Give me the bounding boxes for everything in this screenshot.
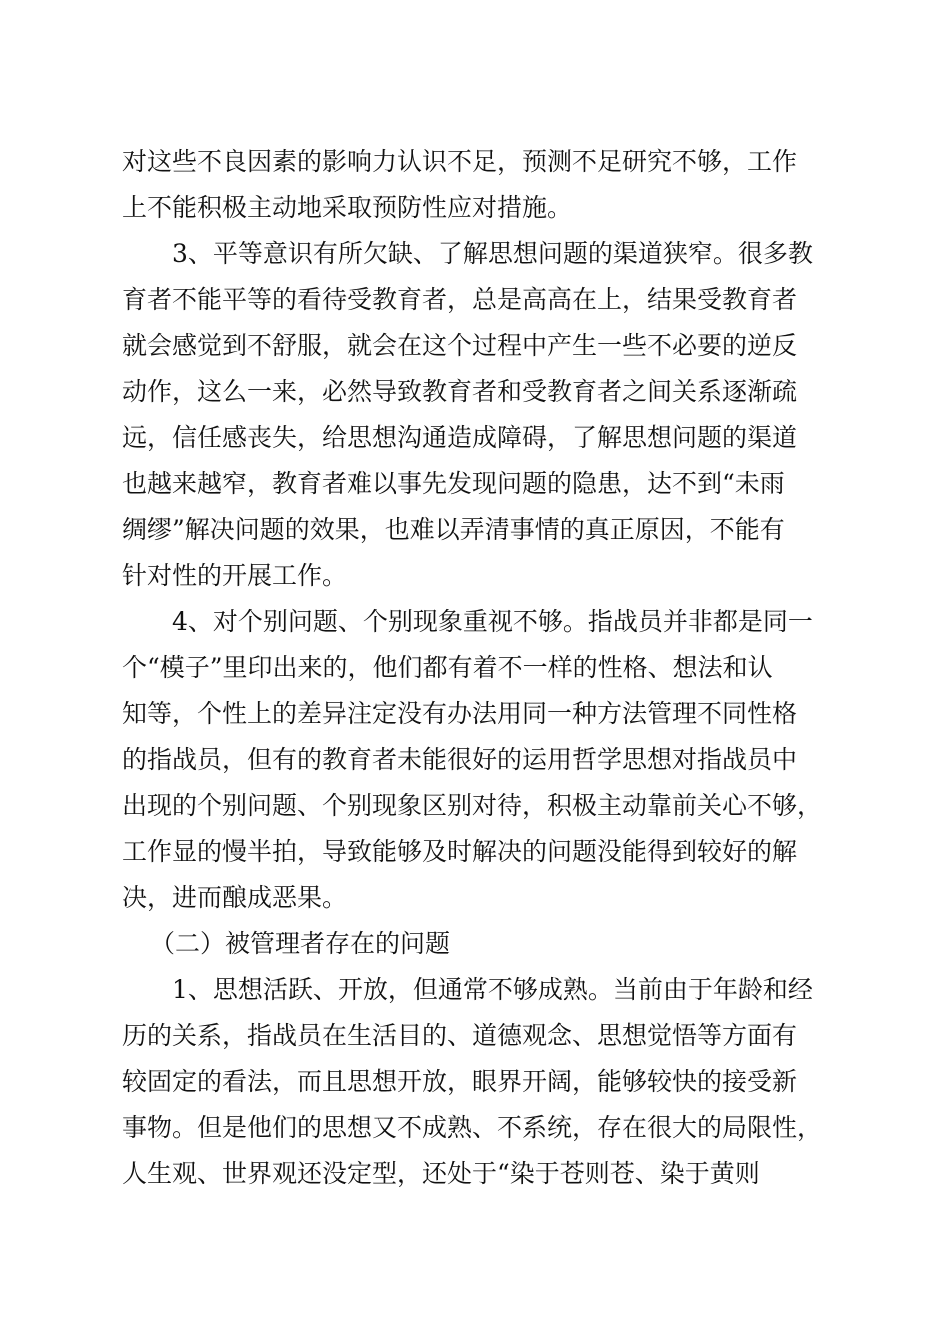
text-line: 历的关系，指战员在生活目的、道德观念、思想觉悟等方面有 bbox=[122, 1021, 798, 1050]
text-line: 知等，个性上的差异注定没有办法用同一种方法管理不同性格 bbox=[122, 699, 798, 728]
text-line: 出现的个别问题、个别现象区别对待，积极主动靠前关心不够， bbox=[122, 791, 823, 820]
text-line: 动作，这么一来，必然导致教育者和受教育者之间关系逐渐疏 bbox=[122, 377, 798, 406]
text-line: 较固定的看法，而且思想开放，眼界开阔，能够较快的接受新 bbox=[122, 1067, 798, 1096]
text-line: 绸缪”解决问题的效果，也难以弄清事情的真正原因，不能有 bbox=[122, 515, 785, 544]
paragraph-1-start: 1、思想活跃、开放，但通常不够成熟。当前由于年龄和经 bbox=[172, 975, 813, 1004]
text-line: 的指战员，但有的教育者未能很好的运用哲学思想对指战员中 bbox=[122, 745, 798, 774]
text-line: 人生观、世界观还没定型，还处于“染于苍则苍、染于黄则 bbox=[122, 1159, 760, 1188]
text-line: 也越来越窄，教育者难以事先发现问题的隐患，达不到“未雨 bbox=[122, 469, 785, 498]
text-line: 远，信任感丧失，给思想沟通造成障碍，了解思想问题的渠道 bbox=[122, 423, 798, 452]
section-heading: （二）被管理者存在的问题 bbox=[150, 929, 451, 958]
text-line: 对这些不良因素的影响力认识不足，预测不足研究不够，工作 bbox=[122, 147, 798, 176]
text-line: 上不能积极主动地采取预防性应对措施。 bbox=[122, 193, 573, 222]
paragraph-3-start: 3、平等意识有所欠缺、了解思想问题的渠道狭窄。很多教 bbox=[172, 239, 813, 268]
text-line: 事物。但是他们的思想又不成熟、不系统，存在很大的局限性， bbox=[122, 1113, 823, 1142]
text-line: 决，进而酿成恶果。 bbox=[122, 883, 348, 912]
text-line: 工作显的慢半拍，导致能够及时解决的问题没能得到较好的解 bbox=[122, 837, 798, 866]
text-line: 个“模子”里印出来的，他们都有着不一样的性格、想法和认 bbox=[122, 653, 773, 682]
paragraph-4-start: 4、对个别问题、个别现象重视不够。指战员并非都是同一 bbox=[172, 607, 813, 636]
text-line: 针对性的开展工作。 bbox=[122, 561, 348, 590]
text-line: 育者不能平等的看待受教育者，总是高高在上，结果受教育者 bbox=[122, 285, 798, 314]
text-line: 就会感觉到不舒服，就会在这个过程中产生一些不必要的逆反 bbox=[122, 331, 798, 360]
